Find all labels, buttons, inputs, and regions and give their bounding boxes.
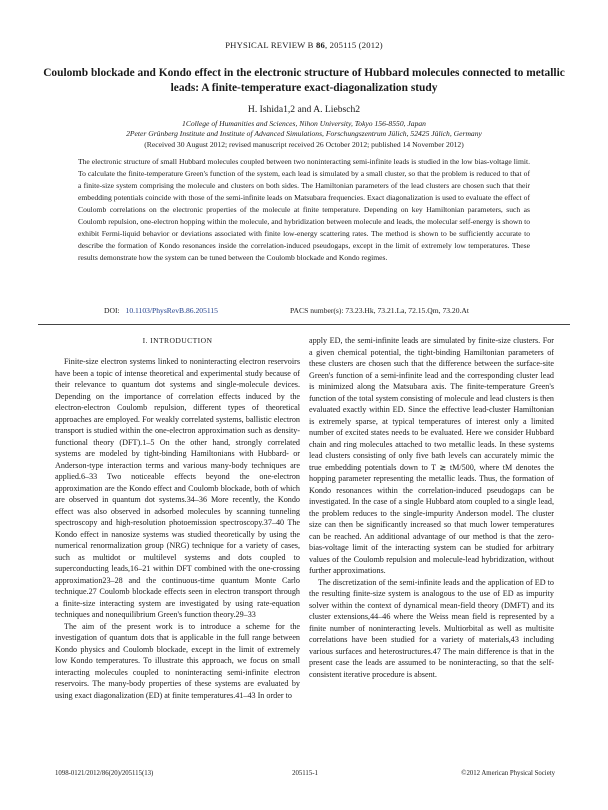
received-dates: (Received 30 August 2012; revised manuscript received 26 October 2012; published 14 November 2012) — [144, 140, 464, 149]
abstract: The electronic structure of small Hubbard molecules coupled between two noninteracting semi-infinite leads is studied in the low bias-voltage limit. To calculate the finite-temperature Green's function of the system, each lead is simulated by a small cluster, so that the problem is reduced to that of a finite-size system comprising the molecule and clusters on both sides. The Hamiltonian parameters of the lead clusters are chosen such that their embedding potentials coincide with those of the semi-infinite leads on Matsubara frequencies. Exact diagonalization is used to evaluate the effect of Coulomb correlations on the electronic properties of the molecule at finite temperature. Depending on key Hamiltonian parameters, such as Coulomb repulsion, one-electron hopping within the molecule, and hybridization between molecule and leads, the molecular self-energy is shown to exhibit Fermi-liquid behavior or deviations associated with finite low-energy scattering rates. The method is shown to be sufficiently accurate to describe the formation of Kondo resonances inside the correlation-induced pseudogaps, except in the limit of extremely low temperatures. These results demonstrate how the system can be tuned between the Coulomb blockade and Kondo regimes. — [78, 157, 530, 263]
journal-page: 205115 (2012) — [329, 40, 383, 50]
doi-block — [104, 306, 218, 315]
pacs-numbers: PACS number(s): 73.23.Hk, 73.21.La, 72.15.Qm, 73.20.At — [290, 306, 470, 315]
left-column — [55, 335, 300, 701]
journal-volume: 86 — [315, 40, 325, 50]
affiliation-1: 1College of Humanities and Sciences, Nihon University, Tokyo 156-8550, Japan — [182, 119, 426, 128]
intro-paragraph-3: apply ED, the semi-infinite leads are simulated by finite-size clusters. For a given chemical potential, the tight-binding Hamiltonian parameters of these clusters are chosen such that the difference between the surface-site Green's function of a semi-infinite lead and the corresponding cluster lead is minimized along the Matsubara axis. The finite-temperature Green's function of the total system consisting of molecule and lead clusters is then evaluated exactly within ED. Since the effective lead-cluster Hamiltonian is extremely sparse, at typical temperatures of interest only a limited number of excited states needs to be evaluated. Here we consider Hubbard chain and ring molecules attached to two metallic leads. In these systems lead clusters consisting of only five bath levels can accurately mimic the true embedding potentials down to T ≳ tM/500, where tM denotes the hopping parameter representing the metallic leads. Thus, the formation of Kondo resonances within the correlation-induced pseudogaps can be investigated. In the case of a single Hubbard atom coupled to a single lead, the problem reduces to the single-impurity Anderson model. The cluster size can then be significantly increased so that much lower temperatures can be reached. An additional advantage of our method is that the zero-bias-voltage limit of the interacting system can be studied for arbitrary values of the Coulomb repulsion and molecule-lead hybridization, without further approximations. — [309, 336, 554, 575]
footer-issn: 1098-0121/2012/86(20)/205115(13) — [55, 770, 154, 777]
affiliation-2: 2Peter Grünberg Institute and Institute of Advanced Simulations, Forschungszentrum Jülich, 52425 Jülich, Germany — [126, 129, 482, 138]
journal-header: PHYSICAL REVIEW B 86, 205115 (2012) — [225, 40, 383, 50]
journal-name: PHYSICAL REVIEW B — [225, 40, 314, 50]
intro-paragraph-2: The aim of the present work is to introduce a scheme for the investigation of quantum dots that is applicable in the full range between Kondo physics and Coulomb blockade, except in the limit of extremely low Kondo temperatures. To illustrate this approach, we focus on small interacting molecules coupled to noninteracting semi-infinite electron reservoirs. The many-body properties of these systems are evaluated by using exact diagonalization (ED) at finite temperatures.41–43 In order to — [55, 621, 300, 700]
paper-title: Coulomb blockade and Kondo effect in the electronic structure of Hubbard molecules connected to metallic leads: A finite-temperature exact-diagonalization study — [43, 67, 565, 94]
section-heading: I. INTRODUCTION — [142, 336, 213, 345]
right-column — [309, 335, 554, 680]
doi-link[interactable]: 10.1103/PhysRevB.86.205115 — [125, 306, 218, 315]
doi-label: DOI: — [104, 306, 120, 315]
footer-copyright: ©2012 American Physical Society — [461, 770, 555, 777]
intro-paragraph-1: Finite-size electron systems linked to noninteracting electron reservoirs have been a topic of intense theoretical and experimental study because of their relevance to quantum dot systems and single-molecule devices. Depending on the importance of correlation effects induced by the electron-electron Coulomb repulsion, different types of theoretical approaches are employed. For weakly correlated systems, ballistic electron transport is studied within the one-electron approximation such as density-functional theory (DFT).1–5 On the other hand, strongly correlated systems are modeled by tight-binding Hamiltonians with Hubbard- or Anderson-type interaction terms and various many-body techniques are applied.6–33 Two noticeable effects beyond the one-electron approximation are the Kondo effect and Coulomb blockade, both of which are observed in quantum dot systems.34–36 More recently, the Kondo effect was also observed in adsorbed molecules by scanning tunneling spectroscopy and high-resolution photoemission spectroscopy.37–40 The Kondo effect in nanosize systems was studied theoretically by using the numerical renormalization group (NRG) technique for a variety of cases, such as multidot or multilevel systems and dots coupled to superconducting leads,16–21 within DFT combined with the one-crossing approximation23–28 and the continuous-time quantum Monte Carlo technique.27 Coulomb blockade effects seen in electron transport through a finite-size interacting system are investigated by using rate-equation techniques and nonequilibrium Green's function theory.29–33 — [55, 357, 300, 619]
author-list: H. Ishida1,2 and A. Liebsch2 — [247, 104, 361, 115]
section-divider — [38, 324, 570, 325]
footer-page-number: 205115-1 — [292, 770, 318, 777]
intro-paragraph-4: The discretization of the semi-infinite leads and the application of ED to the resulting finite-size system is analogous to the use of ED as impurity solver within the context of dynamical mean-field theory (DMFT) and its cluster extensions,44–46 where the Weiss mean field is represented by a finite number of noninteracting levels. Multiorbital as well as multisite correlations have been studied for a variety of materials,43 including various surfaces and heterostructures.47 The main difference is that in the present case the leads are assumed to be noninteracting, so that the self-consistent iterative procedure is absent. — [309, 577, 554, 679]
